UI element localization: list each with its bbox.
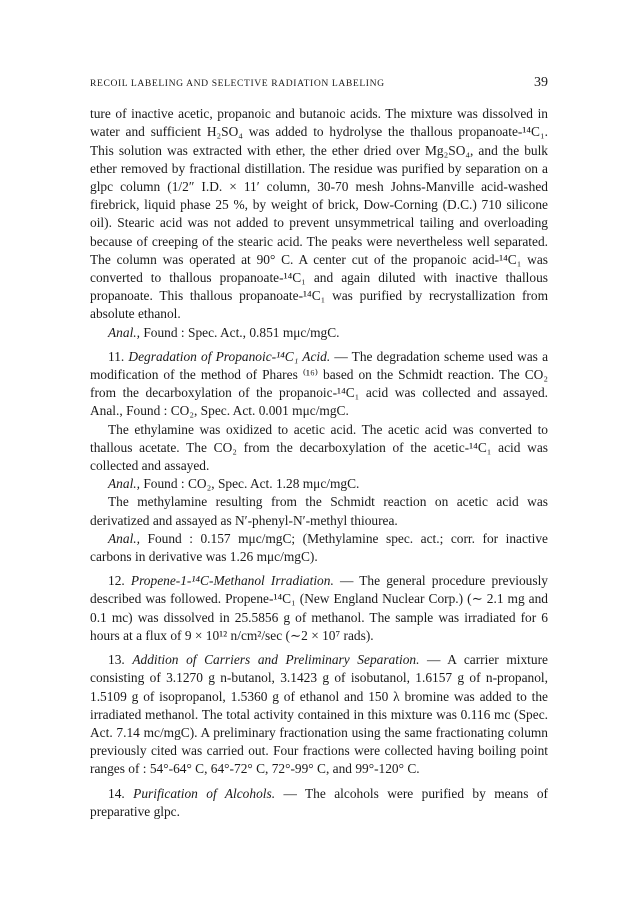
section-text: — A carrier mixture consisting of 3.1270 g n-butanol, 3.1423 g of isobutanol, 1.6157 g of n-propanol, 1.5109 g of isopropanol, 1.5360 g of ethanol and 150 λ bromine was added to the irradiated methanol. The total activity contained in this mixture was 0.116 mc (Spec. Act. 7.14 mc/mgC). A preliminary fractionation using the same fractionating column previously cited was carried out. Four fractions were collected having boiling point ranges of : 54°-64° C, 64°-72° C, 72°-99° C, and 99°-120° C.: [90, 652, 548, 777]
section-text: — The general procedure previously described was followed. Propene-¹⁴C₁ (New England Nuclear Corp.) (∼ 2.1 mg and 0.1 mc) was dissolved in 25.5856 g of methanol. The sample was irradiated for 6 hours at a flux of 9 × 10¹² n/cm²/sec (∼2 × 10⁷ rads).: [90, 573, 549, 643]
paper-page: [90, 74, 548, 821]
anal-label: Anal.,: [108, 324, 140, 340]
section-heading: Degradation of Propanoic-¹⁴C₁ Acid.: [128, 348, 331, 364]
anal-result: Found : Spec. Act., 0.851 mμc/mgC.: [140, 324, 340, 340]
section-number: 12.: [108, 573, 131, 589]
section-12: [90, 572, 548, 645]
anal-result: Found : 0.157 mμc/mgC; (Methylamine spec. act.; corr. for inactive carbons in derivative was 1.26 mμc/mgC).: [90, 530, 548, 565]
section-number: 14.: [108, 785, 134, 801]
page-header: [90, 74, 548, 93]
paragraph-propanoic-purification: ture of inactive acetic, propanoic and butanoic acids. The mixture was dissolved in water and sufficient H₂SO₄ was added to hydrolyse the thallous propanoate-¹⁴C₁. This solution was extracted with ether, the ether dried over Mg₂SO₄, and the bulk ether removed by fractional distillation. The residue was purified by separation on a glpc column (1/2″ I.D. × 11′ column, 30-70 mesh Johns-Manville acid-washed firebrick, liquid phase 25 %, by weight of brick, Dow-Corning (D.C.) 710 silicone oil). Stearic acid was not added to prevent unsymmetrical tailing and overloading because of creeping of the stearic acid. The peaks were nevertheless well separated. The column was operated at 90° C. A center cut of the propanoic acid-¹⁴C₁ was converted to thallous propanoate-¹⁴C₁ and again diluted with inactive thallous propanoate. This thallous propanoate-¹⁴C₁ was purified by recrystallization from absolute ethanol.: [90, 106, 548, 322]
anal-label: Anal.,: [108, 530, 140, 546]
running-title: RECOIL LABELING AND SELECTIVE RADIATION LABELING: [90, 78, 385, 89]
section-number: 11.: [108, 348, 129, 364]
anal-label: Anal.,: [108, 476, 140, 492]
page-number: 39: [534, 75, 548, 90]
section-14: [90, 785, 548, 821]
paragraph-ethylamine: The ethylamine was oxidized to acetic acid. The acetic acid was converted to thallous acetate. The CO₂ from the decarboxylation of the acetic-¹⁴C₁ acid was collected and assayed.: [90, 421, 548, 474]
section-13: [90, 651, 548, 778]
section-11: [90, 348, 548, 421]
section-heading: Addition of Carriers and Preliminary Separation.: [132, 652, 420, 668]
section-text: — The degradation scheme used was a modification of the method of Phares ⁽¹⁶⁾ based on the Schmidt reaction. The CO₂ from the decarboxylation of the propanoic-¹⁴C₁ acid was collected and assayed. Anal., Found : CO₂, Spec. Act. 0.001 mμc/mgC.: [90, 348, 549, 419]
paragraph-anal-1: [90, 324, 548, 342]
paragraph-anal-3: [90, 530, 548, 566]
anal-result: Found : CO₂, Spec. Act. 1.28 mμc/mgC.: [140, 476, 360, 492]
paragraph-methylamine: The methylamine resulting from the Schmidt reaction on acetic acid was derivatized and assayed as N′-phenyl-N′-methyl thiourea.: [90, 494, 548, 528]
section-heading: Purification of Alcohols.: [133, 785, 276, 801]
section-number: 13.: [108, 652, 133, 668]
paragraph-anal-2: [90, 475, 548, 493]
section-heading: Propene-1-¹⁴C-Methanol Irradiation.: [130, 573, 334, 589]
section-text: — The alcohols were purified by means of preparative glpc.: [90, 785, 548, 819]
